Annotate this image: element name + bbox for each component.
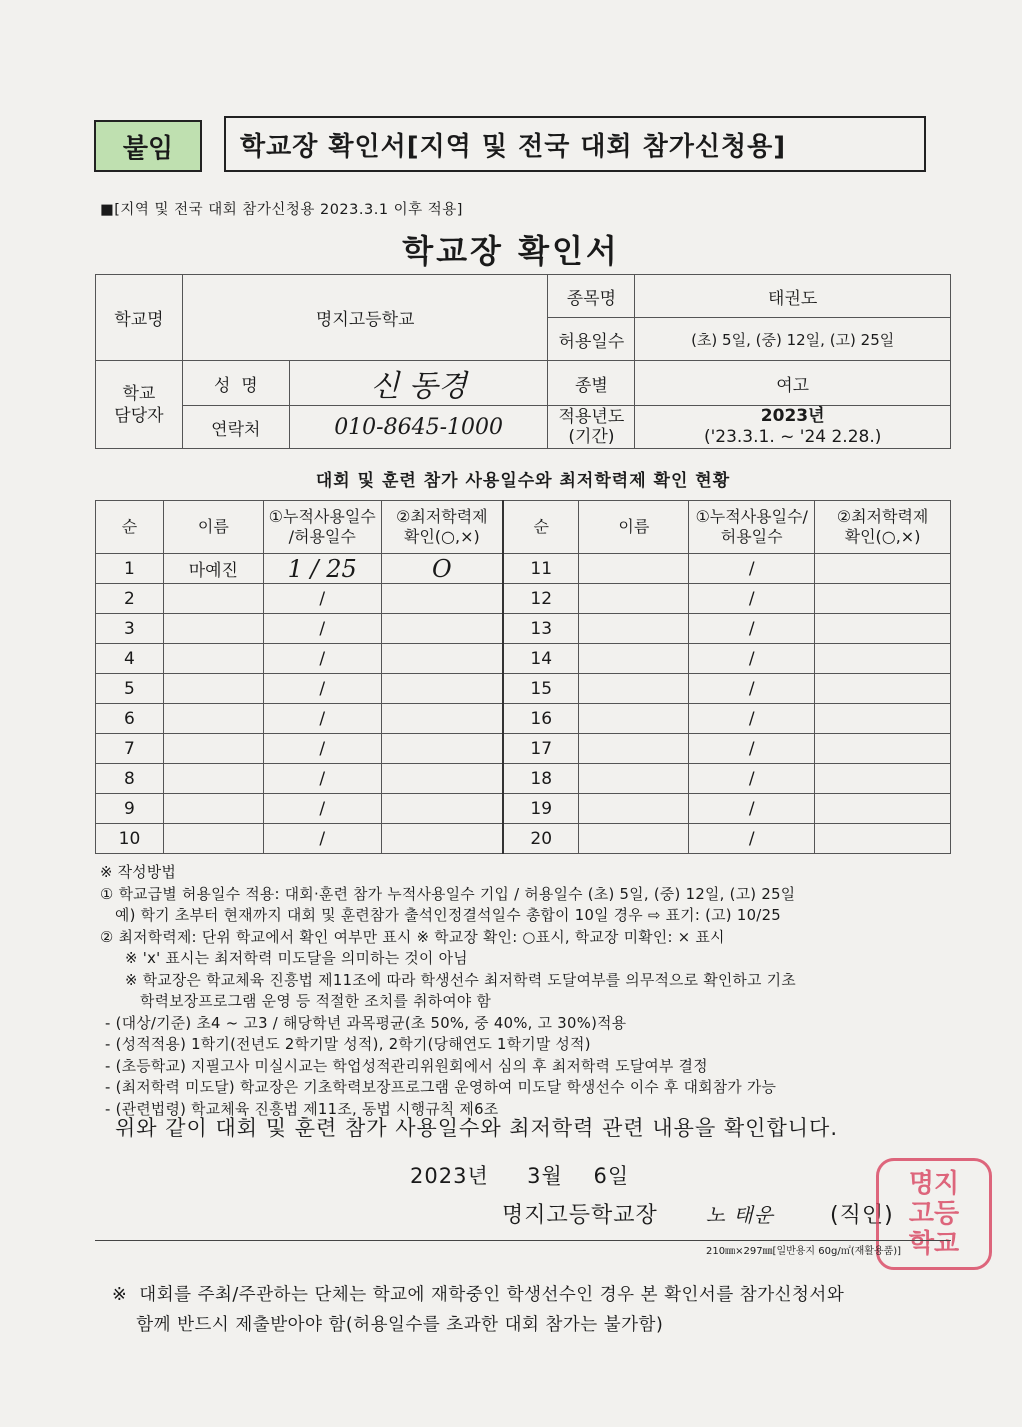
cumulative-days: /	[263, 584, 381, 614]
min-academic-check-right	[815, 644, 951, 674]
instructions	[100, 862, 960, 1120]
allowed-days-label: 허용일수	[548, 318, 635, 361]
cumulative-days: /	[263, 644, 381, 674]
min-academic-check: O	[381, 554, 503, 584]
footer-line: 함께 반드시 제출받아야 함(허용일수를 초과한 대회 참가는 불가함)	[112, 1315, 664, 1335]
instruction-line: ※ 'x' 표시는 최저학력 미도달을 의미하는 것이 아님	[100, 950, 468, 967]
school-label: 학교명	[96, 275, 183, 361]
contact-value: 010-8645-1000	[289, 406, 548, 449]
min-academic-check	[381, 584, 503, 614]
instruction-line: - (성적적용) 1학기(전년도 2학기말 성적), 2학기(당해연도 1학기말 성적)	[100, 1036, 591, 1053]
allowed-days-value: (초) 5일, (중) 12일, (고) 25일	[635, 318, 951, 361]
date-month: 3월	[527, 1164, 563, 1188]
period-value: ('23.3.1. ~ '24 2.28.)	[703, 427, 882, 447]
student-name	[163, 584, 263, 614]
date-year: 2023년	[410, 1164, 489, 1188]
student-name-right	[579, 674, 689, 704]
name-label: 성 명	[182, 361, 289, 406]
min-academic-check-right	[815, 554, 951, 584]
issue-date	[410, 1160, 629, 1190]
row-number-right: 13	[503, 614, 579, 644]
instruction-line: - (초등학교) 지필고사 미실시교는 학업성적관리위원회에서 심의 후 최저학력 도달여부 결정	[100, 1057, 708, 1075]
row-number: 2	[96, 584, 164, 614]
cumulative-days: /	[263, 794, 381, 824]
col-header-days: ①누적사용일수 /허용일수	[263, 501, 381, 554]
cumulative-days-right: /	[689, 674, 815, 704]
min-academic-check	[381, 824, 503, 854]
col-header-days-right: ①누적사용일수/ 허용일수	[689, 501, 815, 554]
row-number-right: 20	[503, 824, 579, 854]
row-number-right: 18	[503, 764, 579, 794]
principal-signature-row	[502, 1198, 894, 1229]
min-academic-check-right	[815, 674, 951, 704]
sport-value: 태권도	[635, 275, 951, 318]
instruction-line: - (관련법령) 학교체육 진흥법 제11조, 동법 시행규칙 제6조	[100, 1100, 499, 1118]
col-header-check-right: ②최저학력제 확인(○,×)	[815, 501, 951, 554]
section-title: 대회 및 훈련 참가 사용일수와 최저학력제 확인 현황	[315, 471, 731, 491]
row-number: 8	[96, 764, 164, 794]
student-name	[163, 704, 263, 734]
cumulative-days: 1 / 25	[263, 554, 381, 584]
instruction-line: ※ 작성방법	[100, 864, 177, 881]
student-name-right	[579, 554, 689, 584]
row-number: 9	[96, 794, 164, 824]
row-number-right: 17	[503, 734, 579, 764]
cumulative-days: /	[263, 674, 381, 704]
instruction-line: 학력보장프로그램 운영 등 적절한 조치를 취하여야 함	[100, 993, 492, 1010]
min-academic-check	[381, 614, 503, 644]
row-number-right: 12	[503, 584, 579, 614]
student-name	[163, 794, 263, 824]
student-name-right	[579, 704, 689, 734]
cumulative-days: /	[263, 704, 381, 734]
footer-note	[112, 1280, 972, 1340]
cumulative-days-right: /	[689, 584, 815, 614]
row-number-right: 15	[503, 674, 579, 704]
row-number: 3	[96, 614, 164, 644]
col-header-name: 이름	[163, 501, 263, 554]
min-academic-check-right	[815, 734, 951, 764]
divider	[95, 1240, 951, 1241]
cumulative-days-right: /	[689, 794, 815, 824]
page-title: 학교장 확인서	[402, 232, 620, 270]
student-name-right	[579, 794, 689, 824]
table-row	[96, 704, 951, 734]
cumulative-days-right: /	[689, 554, 815, 584]
col-header-check: ②최저학력제 확인(○,×)	[381, 501, 503, 554]
instruction-line: ※ 학교장은 학교체육 진흥법 제11조에 따라 학생선수 최저학력 도달여부를 의무적으로 확인하고 기초	[100, 971, 796, 989]
table-row	[96, 584, 951, 614]
student-name: 마예진	[163, 554, 263, 584]
student-name-right	[579, 644, 689, 674]
instruction-line: ① 학교급별 허용일수 적용: 대회·훈련 참가 누적사용일수 기입 / 허용일수 (초) 5일, (중) 12일, (고) 25일	[100, 885, 796, 903]
row-number-right: 11	[503, 554, 579, 584]
cumulative-days: /	[263, 764, 381, 794]
min-academic-check-right	[815, 614, 951, 644]
confirmation-statement: 위와 같이 대회 및 훈련 참가 사용일수와 최저학력 관련 내용을 확인합니다.	[115, 1116, 839, 1140]
year-cell	[635, 406, 951, 449]
instruction-line: ② 최저학력제: 단위 학교에서 확인 여부만 표시 ※ 학교장 확인: ○표시, 학교장 미확인: × 표시	[100, 928, 725, 946]
min-academic-check-right	[815, 704, 951, 734]
student-name-right	[579, 614, 689, 644]
manager-name: 신 동경	[289, 361, 548, 406]
student-name-right	[579, 584, 689, 614]
student-name	[163, 764, 263, 794]
student-name-right	[579, 764, 689, 794]
col-header-no: 순	[96, 501, 164, 554]
table-row	[96, 764, 951, 794]
min-academic-check-right	[815, 824, 951, 854]
seal-stamp-text: 명지 고등 학교	[908, 1169, 960, 1259]
table-row	[96, 644, 951, 674]
table-row	[96, 824, 951, 854]
row-number: 6	[96, 704, 164, 734]
sport-label: 종목명	[548, 275, 635, 318]
row-number-right: 16	[503, 704, 579, 734]
min-academic-check-right	[815, 764, 951, 794]
min-academic-check-right	[815, 794, 951, 824]
table-row	[96, 734, 951, 764]
contact-label: 연락처	[182, 406, 289, 449]
min-academic-check	[381, 704, 503, 734]
cumulative-days-right: /	[689, 734, 815, 764]
table-row	[96, 614, 951, 644]
row-number-right: 14	[503, 644, 579, 674]
student-name-right	[579, 734, 689, 764]
attachment-badge: 붙임	[94, 120, 202, 172]
instruction-line: - (최저학력 미도달) 학교장은 기초학력보장프로그램 운영하여 미도달 학생선수 이수 후 대회참가 가능	[100, 1079, 777, 1096]
cumulative-days-right: /	[689, 824, 815, 854]
row-number: 4	[96, 644, 164, 674]
row-number: 10	[96, 824, 164, 854]
table-header-row	[96, 501, 951, 554]
table-row	[96, 554, 951, 584]
cumulative-days-right: /	[689, 704, 815, 734]
min-academic-check	[381, 674, 503, 704]
date-day: 6일	[593, 1164, 630, 1188]
instruction-line: - (대상/기준) 초4 ~ 고3 / 해당학년 과목평균(초 50%, 중 40%, 고 30%)적용	[100, 1014, 627, 1032]
instruction-line: 예) 학기 초부터 현재까지 대회 및 훈련참가 출석인정결석일수 총합이 10일 경우 ⇨ 표기: (고) 10/25	[100, 907, 782, 924]
footer-line: ※ 대회를 주최/주관하는 단체는 학교에 재학중인 학생선수인 경우 본 확인서를 참가신청서와	[112, 1285, 845, 1305]
paper-spec: 210㎜×297㎜[일반용지 60g/㎡(재활용품)]	[706, 1246, 902, 1257]
min-academic-check	[381, 794, 503, 824]
cumulative-days: /	[263, 824, 381, 854]
table-row	[96, 794, 951, 824]
school-value: 명지고등학교	[182, 275, 548, 361]
applicability-note: ■[지역 및 전국 대회 참가신청용 2023.3.1 이후 적용]	[100, 202, 463, 218]
student-name	[163, 674, 263, 704]
category-value: 여고	[635, 361, 951, 406]
cumulative-days: /	[263, 734, 381, 764]
row-number: 7	[96, 734, 164, 764]
table-row	[96, 674, 951, 704]
year-label: 적용년도 (기간)	[548, 406, 635, 449]
row-number: 5	[96, 674, 164, 704]
min-academic-check	[381, 734, 503, 764]
student-name	[163, 644, 263, 674]
min-academic-check-right	[815, 584, 951, 614]
principal-title: 명지고등학교장	[502, 1203, 658, 1228]
principal-signature: 노 태운	[705, 1203, 775, 1227]
row-number: 1	[96, 554, 164, 584]
col-header-name-right: 이름	[579, 501, 689, 554]
min-academic-check	[381, 644, 503, 674]
participation-table	[95, 500, 951, 854]
student-name	[163, 614, 263, 644]
year-value: 2023년	[760, 406, 825, 426]
col-header-no-right: 순	[503, 501, 579, 554]
category-label: 종별	[548, 361, 635, 406]
manager-label: 학교 담당자	[96, 361, 183, 449]
student-name-right	[579, 824, 689, 854]
seal-label: (직인)	[830, 1203, 894, 1228]
student-name	[163, 734, 263, 764]
cumulative-days: /	[263, 614, 381, 644]
cumulative-days-right: /	[689, 614, 815, 644]
student-name	[163, 824, 263, 854]
info-table	[95, 274, 951, 449]
row-number-right: 19	[503, 794, 579, 824]
cumulative-days-right: /	[689, 764, 815, 794]
min-academic-check	[381, 764, 503, 794]
document-header-title: 학교장 확인서[지역 및 전국 대회 참가신청용]	[224, 116, 926, 172]
cumulative-days-right: /	[689, 644, 815, 674]
